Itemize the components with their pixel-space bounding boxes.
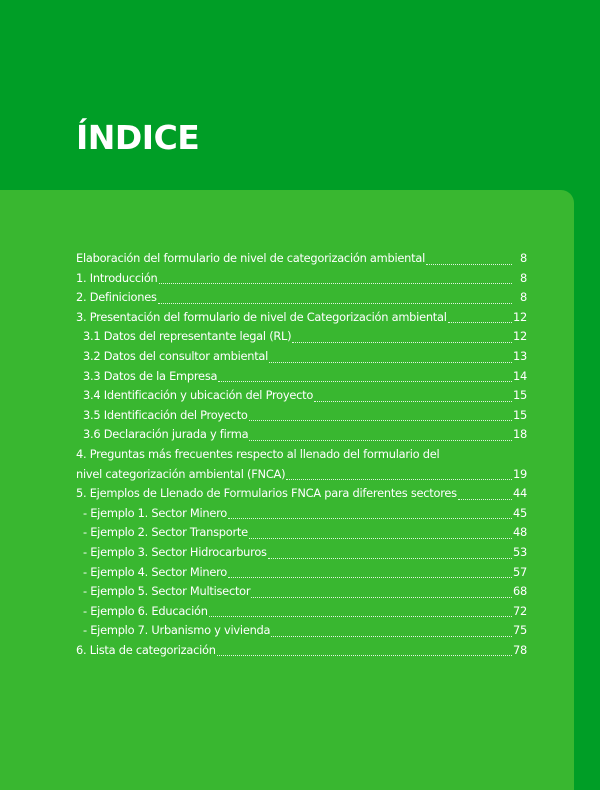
- toc-entry-label-continuation: nivel categorización ambiental (FNCA): [76, 466, 286, 481]
- toc-page-number: 14: [513, 368, 527, 383]
- dot-leader: [249, 524, 512, 539]
- dot-leader: [249, 426, 512, 441]
- toc-subentry[interactable]: [76, 602, 527, 622]
- dot-leader: [228, 504, 512, 519]
- toc-entry-label: - Ejemplo 6. Educación: [83, 603, 208, 618]
- dot-leader: [251, 583, 512, 598]
- dot-leader: [271, 622, 512, 637]
- dot-leader: [292, 328, 512, 343]
- toc-page-number: 75: [513, 623, 527, 638]
- table-of-contents: [76, 249, 527, 660]
- toc-page-number: 15: [513, 388, 527, 403]
- toc-page-number: 72: [513, 603, 527, 618]
- dot-leader: [286, 465, 512, 480]
- toc-entry-label: - Ejemplo 3. Sector Hidrocarburos: [83, 544, 267, 559]
- toc-page-number: 44: [513, 486, 527, 501]
- toc-subentry[interactable]: [76, 523, 527, 543]
- toc-subentry[interactable]: [76, 406, 527, 426]
- page-title: ÍNDICE: [76, 118, 200, 157]
- toc-page-number: 19: [513, 466, 527, 481]
- dot-leader: [426, 250, 512, 265]
- dot-leader: [209, 602, 512, 617]
- toc-entry-label: 3.3 Datos de la Empresa: [83, 368, 218, 383]
- toc-entry[interactable]: [76, 249, 527, 269]
- toc-page-number: 8: [520, 290, 527, 305]
- toc-entry[interactable]: [76, 269, 527, 289]
- toc-page-number: 57: [513, 564, 527, 579]
- toc-page-number: 8: [520, 270, 527, 285]
- toc-subentry[interactable]: [76, 386, 527, 406]
- toc-entry-label: 1. Introducción: [76, 270, 158, 285]
- toc-entry-label: 4. Preguntas más frecuentes respecto al llenado del formulario del: [76, 446, 440, 461]
- toc-entry-label: - Ejemplo 1. Sector Minero: [83, 505, 228, 520]
- toc-entry-label: 3.1 Datos del representante legal (RL): [83, 329, 292, 344]
- toc-subentry[interactable]: [76, 543, 527, 563]
- toc-subentry[interactable]: [76, 347, 527, 367]
- dot-leader: [228, 563, 512, 578]
- toc-entry[interactable]: [76, 484, 527, 504]
- toc-page-number: 18: [513, 427, 527, 442]
- toc-entry-label: 3.6 Declaración jurada y firma: [83, 427, 249, 442]
- toc-subentry[interactable]: [76, 504, 527, 524]
- toc-entry-label: Elaboración del formulario de nivel de categorización ambiental: [76, 251, 425, 265]
- toc-page-number: 8: [520, 251, 527, 265]
- toc-entry-label: 3.4 Identificación y ubicación del Proyecto: [83, 388, 314, 403]
- toc-entry-label: - Ejemplo 4. Sector Minero: [83, 564, 228, 579]
- toc-page-number: 12: [513, 329, 527, 344]
- toc-entry[interactable]: [76, 445, 527, 465]
- dot-leader: [268, 544, 512, 559]
- toc-entry-label: 3.5 Identificación del Proyecto: [83, 407, 248, 422]
- toc-page-number: 68: [513, 584, 527, 599]
- toc-page-number: 48: [513, 525, 527, 540]
- toc-subentry[interactable]: [76, 425, 527, 445]
- dot-leader: [218, 367, 512, 382]
- toc-page-number: 53: [513, 544, 527, 559]
- dot-leader: [249, 406, 512, 421]
- toc-entry-label: 6. Lista de categorización: [76, 642, 216, 657]
- toc-entry-label: 3. Presentación del formulario de nivel de Categorización ambiental: [76, 309, 447, 324]
- toc-subentry[interactable]: [76, 563, 527, 583]
- toc-page-number: 12: [513, 309, 527, 324]
- dot-leader: [448, 308, 512, 323]
- toc-page-number: 13: [513, 348, 527, 363]
- dot-leader: [217, 641, 512, 656]
- toc-entry[interactable]: [76, 641, 527, 661]
- toc-entry-label: - Ejemplo 7. Urbanismo y vivienda: [83, 623, 271, 638]
- dot-leader: [314, 387, 512, 402]
- toc-entry[interactable]: [76, 308, 527, 328]
- toc-subentry[interactable]: [76, 621, 527, 641]
- toc-page-number: 45: [513, 505, 527, 520]
- toc-entry-label: - Ejemplo 5. Sector Multisector: [83, 584, 251, 599]
- toc-page-number: 15: [513, 407, 527, 422]
- dot-leader: [159, 269, 512, 284]
- toc-page-number: 78: [513, 642, 527, 657]
- toc-entry-label: 2. Definiciones: [76, 290, 157, 305]
- dot-leader: [458, 485, 512, 500]
- toc-subentry[interactable]: [76, 582, 527, 602]
- dot-leader: [269, 348, 512, 363]
- toc-entry-label: - Ejemplo 2. Sector Transporte: [83, 525, 248, 540]
- toc-entry-label: 3.2 Datos del consultor ambiental: [83, 348, 269, 363]
- dot-leader: [158, 289, 512, 304]
- toc-subentry[interactable]: [76, 367, 527, 387]
- toc-subentry[interactable]: [76, 327, 527, 347]
- toc-entry-label: 5. Ejemplos de Llenado de Formularios FNCA para diferentes sectores: [76, 486, 457, 501]
- toc-entry-continuation[interactable]: [76, 465, 527, 485]
- toc-entry[interactable]: [76, 288, 527, 308]
